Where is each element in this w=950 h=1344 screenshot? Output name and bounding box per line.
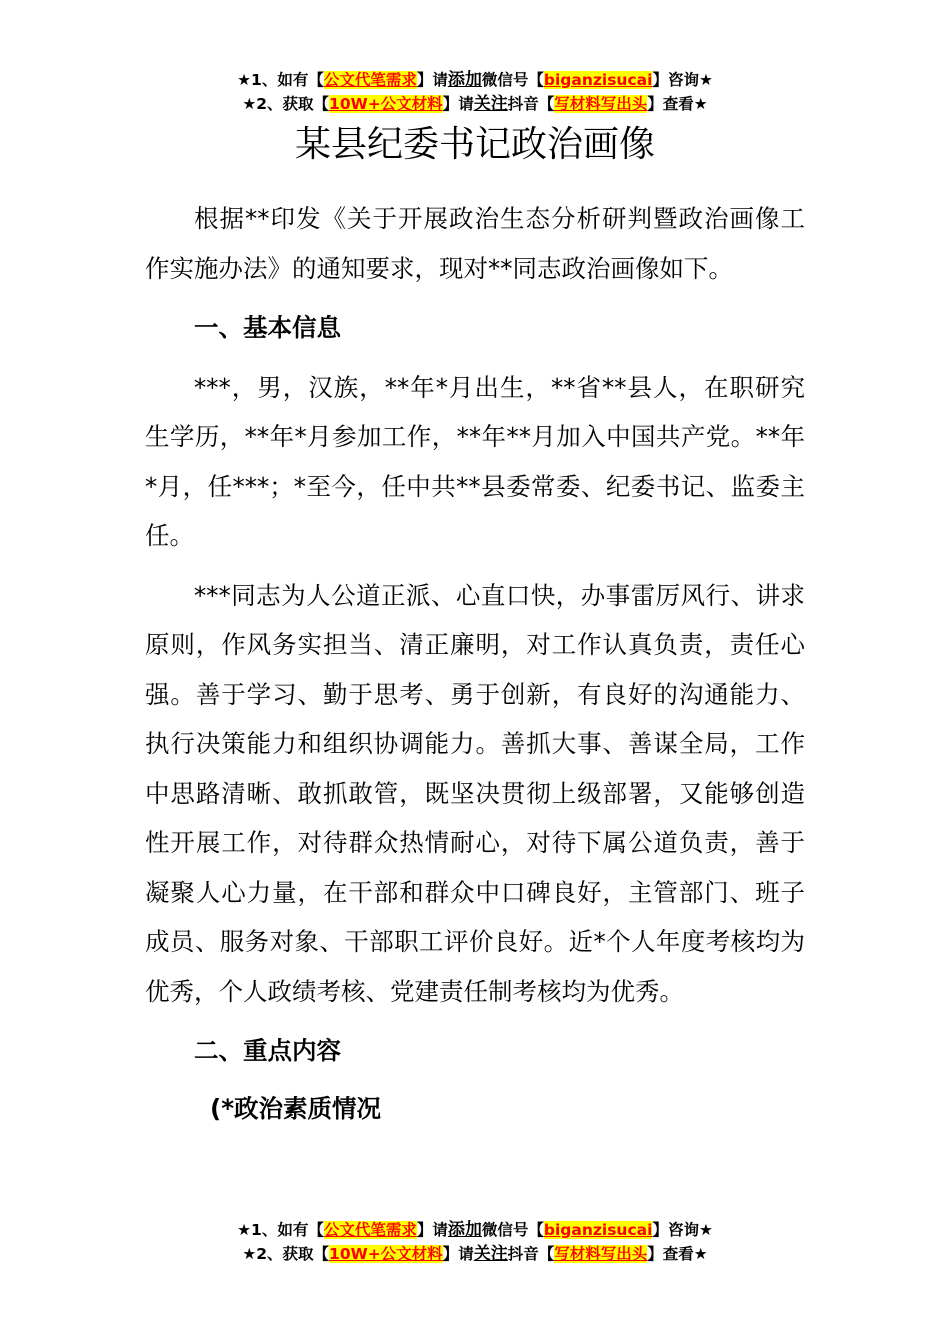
promo-highlight: 公文代笔需求 xyxy=(323,71,417,89)
promo-line-2: ★2、获取【10W+公文材料】请关注抖音【写材料写出头】查看★ xyxy=(242,1244,708,1264)
promo-douyin-id: 写材料写出头 xyxy=(554,95,648,113)
promo-wechat-id: biganzisucai xyxy=(543,71,653,89)
basic-info-paragraph: ***，男，汉族，**年*月出生，**省**县人，在职研究生学历，**年*月参加工作，**年**月加入中国共产党。**年*月，任***；*至今，任中共**县委常委、纪委书记、监委主任。 xyxy=(145,372,805,550)
promo-highlight: 公文代笔需求 xyxy=(323,1221,417,1239)
promo-line-1: ★1、如有【公文代笔需求】请添加微信号【biganzisucai】咨询★ xyxy=(237,1220,713,1240)
intro-paragraph: 根据**印发《关于开展政治生态分析研判暨政治画像工作实施办法》的通知要求，现对**同志政治画像如下。 xyxy=(145,204,805,283)
promo-line-1: ★1、如有【公文代笔需求】请添加微信号【biganzisucai】咨询★ xyxy=(237,70,713,90)
footer-promo-banner xyxy=(0,1218,950,1266)
promo-douyin-id: 写材料写出头 xyxy=(554,1245,648,1263)
document-body xyxy=(145,194,805,1133)
promo-wechat-id: biganzisucai xyxy=(543,1221,653,1239)
promo-highlight: 10W+公文材料 xyxy=(329,95,443,113)
document-title: 某县纪委书记政治画像 xyxy=(294,124,655,165)
promo-highlight: 10W+公文材料 xyxy=(329,1245,443,1263)
header-promo-banner xyxy=(0,68,950,116)
subsection-political-quality: (*政治素质情况 xyxy=(210,1093,382,1123)
evaluation-paragraph: ***同志为人公道正派、心直口快，办事雷厉风行、讲求原则，作风务实担当、清正廉明，对工作认真负责，责任心强。善于学习、勤于思考、勇于创新，有良好的沟通能力、执行决策能力和组织协调能力。善抓大事、善谋全局，工作中思路清晰、敢抓敢管，既坚决贯彻上级部署，又能够创造性开展工作，对待群众热情耐心，对待下属公道负责，善于凝聚人心力量，在干部和群众中口碑良好，主管部门、班子成员、服务对象、干部职工评价良好。近*个人年度考核均为优秀，个人政绩考核、党建责任制考核均为优秀。 xyxy=(145,580,805,1006)
section-heading-key-content: 二、重点内容 xyxy=(194,1036,341,1065)
promo-line-2: ★2、获取【10W+公文材料】请关注抖音【写材料写出头】查看★ xyxy=(242,94,708,114)
section-heading-basic-info: 一、基本信息 xyxy=(194,313,341,342)
